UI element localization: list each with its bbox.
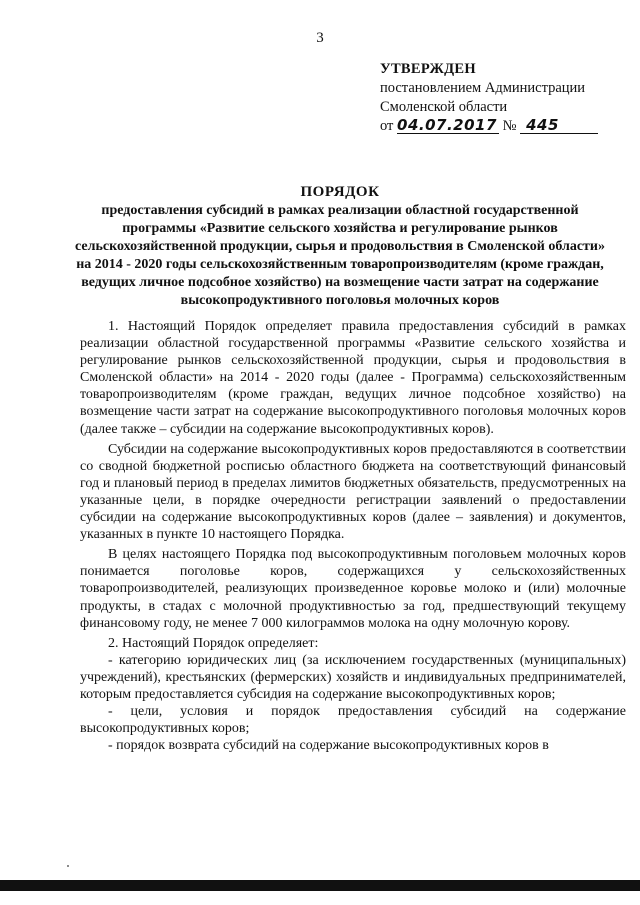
approval-heading: УТВЕРЖДЕН <box>380 61 476 77</box>
document-subtitle: предоставления субсидий в рамках реализации областной государственной программы «Развитие сельского хозяйства и регулирование рынков сельскохозяйственной продукции, сырья и продовольствия в Смоленской области» на 2014 - 2020 годы сельскохозяйственным товаропроизводителям (кроме граждан, ведущих личное подсобное хозяйство) на возмещение части затрат на содержание высокопродуктивного поголовья молочных коров <box>75 203 605 308</box>
scan-speck <box>67 865 69 867</box>
approval-line-1: постановлением Администрации <box>380 80 586 96</box>
approval-stamp-block <box>380 60 598 136</box>
number-label: № <box>502 118 517 134</box>
approval-line-2: Смоленской области <box>380 99 508 115</box>
list-item-3: - порядок возврата субсидий на содержание высокопродуктивных коров в <box>108 738 549 754</box>
scan-bottom-edge <box>0 880 640 891</box>
paragraph-4: 2. Настоящий Порядок определяет: <box>108 635 319 651</box>
list-item-2: - цели, условия и порядок предоставления субсидий на содержание высокопродуктивных коров; <box>80 704 626 737</box>
document-title: ПОРЯДОК <box>300 184 380 200</box>
document-body <box>80 318 626 754</box>
page-number: 3 <box>316 30 324 46</box>
paragraph-3: В целях настоящего Порядка под высокопродуктивным поголовьем молочных коров понимается поголовье коров, содержащихся у сельскохозяйственных товаропроизводителей, реализующих произведенное коровье молоко и (или) молочные продукты, в стадах с молочной продуктивностью за год, предшествующий текущему финансовому году, не менее 7 000 килограммов молока на одну молочную корову. <box>80 547 626 631</box>
handwritten-number: 445 <box>520 117 598 134</box>
approval-date-line <box>380 117 598 136</box>
paragraph-1: 1. Настоящий Порядок определяет правила предоставления субсидий в рамках реализации областной государственной программы «Развитие сельского хозяйства и регулирование рынков сельскохозяйственной продукции, сырья и продовольствия в Смоленской области» на 2014 - 2020 годы (далее - Программа) сельскохозяйственным товаропроизводителям (кроме граждан, ведущих личное подсобное хозяйство) на возмещение части затрат на содержание высокопродуктивного поголовья молочных коров (далее также – субсидии на содержание высокопродуктивных коров). <box>80 319 626 437</box>
list-item-1: - категорию юридических лиц (за исключением государственных (муниципальных) учреждений), крестьянских (фермерских) хозяйств и индивидуальных предпринимателей, которым предоставляется субсидия на содержание высокопродуктивных коров; <box>80 652 626 702</box>
paragraph-2: Субсидии на содержание высокопродуктивных коров предоставляются в соответствии со сводной бюджетной росписью областного бюджета на соответствующий финансовый год и плановый период в пределах лимитов бюджетных обязательств, предусмотренных на указанные цели, в порядке очередности регистрации заявлений о предоставлении субсидии на содержание высокопродуктивных коров (далее – заявления) и документов, указанных в пункте 10 настоящего Порядка. <box>80 441 626 543</box>
from-label: от <box>380 118 394 134</box>
handwritten-date: 04.07.2017 <box>397 117 499 134</box>
document-title-block <box>70 183 610 310</box>
